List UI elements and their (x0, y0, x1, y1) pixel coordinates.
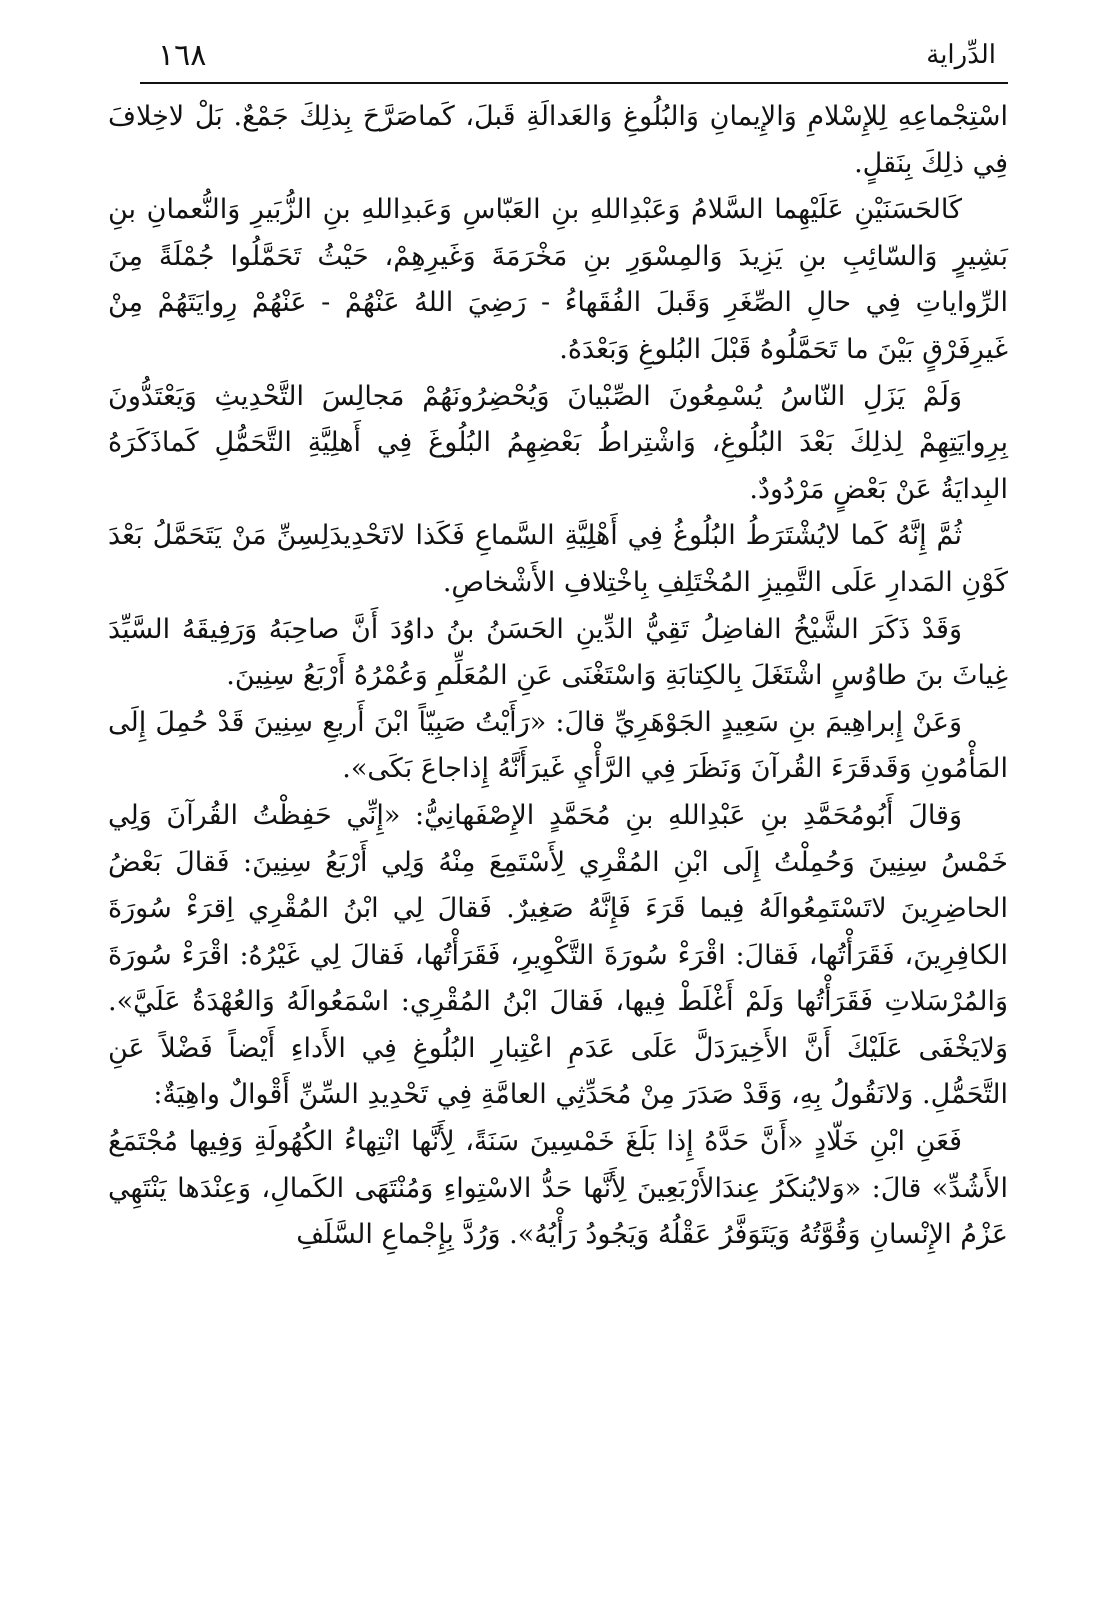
paragraph-companions: كَالحَسَنَيْنِ عَلَيْهِما السَّلامُ وَعَبْدِاللهِ بنِ العَبّاسِ وَعَبدِاللهِ بنِ الزُّبَيرِ وَالنُّعمانِ بنِ بَشِيرٍ وَالسّائِبِ بنِ يَزِيدَ وَالمِسْوَرِ بنِ مَخْرَمَةَ وَغَيرِهِمْ، حَيْثُ تَحَمَّلُوا جُمْلَةً مِنَ الرِّواياتِ فِي حالِ الصِّغَرِ وَقَبلَ الفُقَهاءُ - رَضِيَ اللهُ عَنْهُمْ - عَنْهُمْ رِوايَتَهُمْ مِنْ غَيرِفَرْقٍ بَيْنَ ما تَحَمَّلُوهُ قَبْلَ البُلوغِ وَبَعْدَهُ. (108, 194, 1008, 365)
page-number: ١٦٨ (158, 38, 207, 73)
paragraph-ibn-tawus: وَقَدْ ذَكَرَ الشَّيْخُ الفاضِلُ تَقِيُّ الدِّينِ الحَسَنُ بنُ داوُدَ أَنَّ صاحِبَهُ وَرَفِيقَهُ السَّيِّدَ غِياثَ بنَ طاوُسٍ اشْتَغَلَ بِالكِتابَةِ وَاسْتَغْنَى عَنِ المُعَلِّمِ وَعُمْرُهُ أَرْبَعُ سِنِينَ. (108, 613, 1008, 692)
paragraph-children-hearing: وَلَمْ يَزَلِ النّاسُ يُسْمِعُونَ الصِّبْيانَ وَيُحْضِرُونَهُمْ مَجالِسَ التَّحْدِيثِ وَيَعْتَدُّونَ بِرِوايَتِهِمْ لِذلِكَ بَعْدَ البُلُوغِ، وَاشْتِراطُ بَعْضِهِمُ البُلُوغَ فِي أَهلِيَّةِ التَّحَمُّلِ كَماذَكَرَهُ البِدايَةُ عَنْ بَعْضٍ مَرْدُودٌ. (108, 380, 1008, 505)
paragraph-ibn-khallad: فَعَنِ ابْنِ خَلّادٍ «أَنَّ حَدَّهُ إِذا بَلَغَ خَمْسِينَ سَنَةً، لِأَنَّها انْتِهاءُ الكُهُولَةِ وَفِيها مُجْتَمَعُ الأَشُدِّ» قالَ: «وَلايُنكَرُ عِندَالأَرْبَعِينَ لِأَنَّها حَدُّ الاسْتِواءِ وَمُنْتَهَى الكَمالِ، وَعِنْدَها يَنْتَهِي عَزْمُ الإِنْسانِ وَقُوَّتُهُ وَيَتَوَفَّرُ عَقْلُهُ وَيَجُودُ رَأْيُهُ». وَرُدَّ بِإِجْماعِ السَّلَفِ (108, 1126, 1008, 1251)
running-title: الدِّراية (926, 40, 996, 70)
paragraph-jawhari: وَعَنْ إِبراهِيمَ بنِ سَعِيدٍ الجَوْهَرِيِّ قالَ: «رَأَيْتُ صَبِيّاً ابْنَ أَربعِ سِنِينَ قَدْ حُمِلَ إِلَى المَأْمُونِ وَقَدقَرَءَ القُرآنَ وَنَظَرَ فِي الرَّأْيِ غَيرَأَنَّهُ إِذاجاعَ بَكَى». (108, 706, 1008, 785)
paragraph-continuation: اسْتِجْماعِهِ لِلإِسْلامِ وَالإِيمانِ وَالبُلُوغِ وَالعَدالَةِ قَبلَ، كَماصَرَّحَ بِذلِكَ جَمْعٌ. بَلْ لاخِلافَ فِي ذلِكَ بِنَقلٍ. (108, 101, 1008, 179)
paragraph-no-age-limit: ثُمَّ إِنَّهُ كَما لايُشْتَرَطُ البُلُوغُ فِي أَهْلِيَّةِ السَّماعِ فَكَذا لاتَحْدِيدَلِسِنِّ مَنْ يَتَحَمَّلُ بَعْدَ كَوْنِ المَدارِ عَلَى التَّمِيزِ المُخْتَلِفِ بِاخْتِلافِ الأَشْخاصِ. (108, 520, 1008, 598)
page-header (140, 34, 1008, 84)
paragraph-isfahani: وَقالَ أَبُومُحَمَّدِ بنِ عَبْدِاللهِ بنِ مُحَمَّدٍ الإِصْفَهانِيُّ: «إِنِّي حَفِظْتُ القُرآنَ وَلِي خَمْسُ سِنِينَ وَحُمِلْتُ إِلَى ابْنِ المُقْرِي لِأَسْتَمِعَ مِنْهُ وَلِي أَرْبَعُ سِنِينَ: فَقالَ بَعْضُ الحاضِرِينَ لاتَسْتَمِعُوالَهُ فِيما قَرَءَ فَإِنَّهُ صَغِيرٌ. فَقالَ لِي ابْنُ المُقْرِي اِقرَءْ سُورَةَ الكافِرِينَ، فَقَرَأْتُها، فَقالَ: اقْرَءْ سُورَةَ التَّكْوِيرِ، فَقَرَأْتُها، فَقالَ لِي غَيْرُهُ: اقْرَءْ سُورَةَ وَالمُرْسَلاتِ فَقَرَأْتُها وَلَمْ أَغْلَطْ فِيها، فَقالَ ابْنُ المُقْرِي: اسْمَعُوالَهُ وَالعُهْدَةُ عَلَيَّ». وَلايَخْفَى عَلَيْكَ أَنَّ الأَخِيرَدَلَّ عَلَى عَدَمِ اعْتِبارِ البُلُوغِ فِي الأَداءِ أَيْضاً فَضْلاً عَنِ التَّحَمُّلِ. وَلانَقُولُ بِهِ، وَقَدْ صَدَرَ مِنْ مُحَدِّثِي العامَّةِ فِي تَحْدِيدِ السِّنِّ أَقْوالٌ واهِيَةٌ: (108, 799, 1008, 1111)
page-body (108, 94, 1008, 1259)
